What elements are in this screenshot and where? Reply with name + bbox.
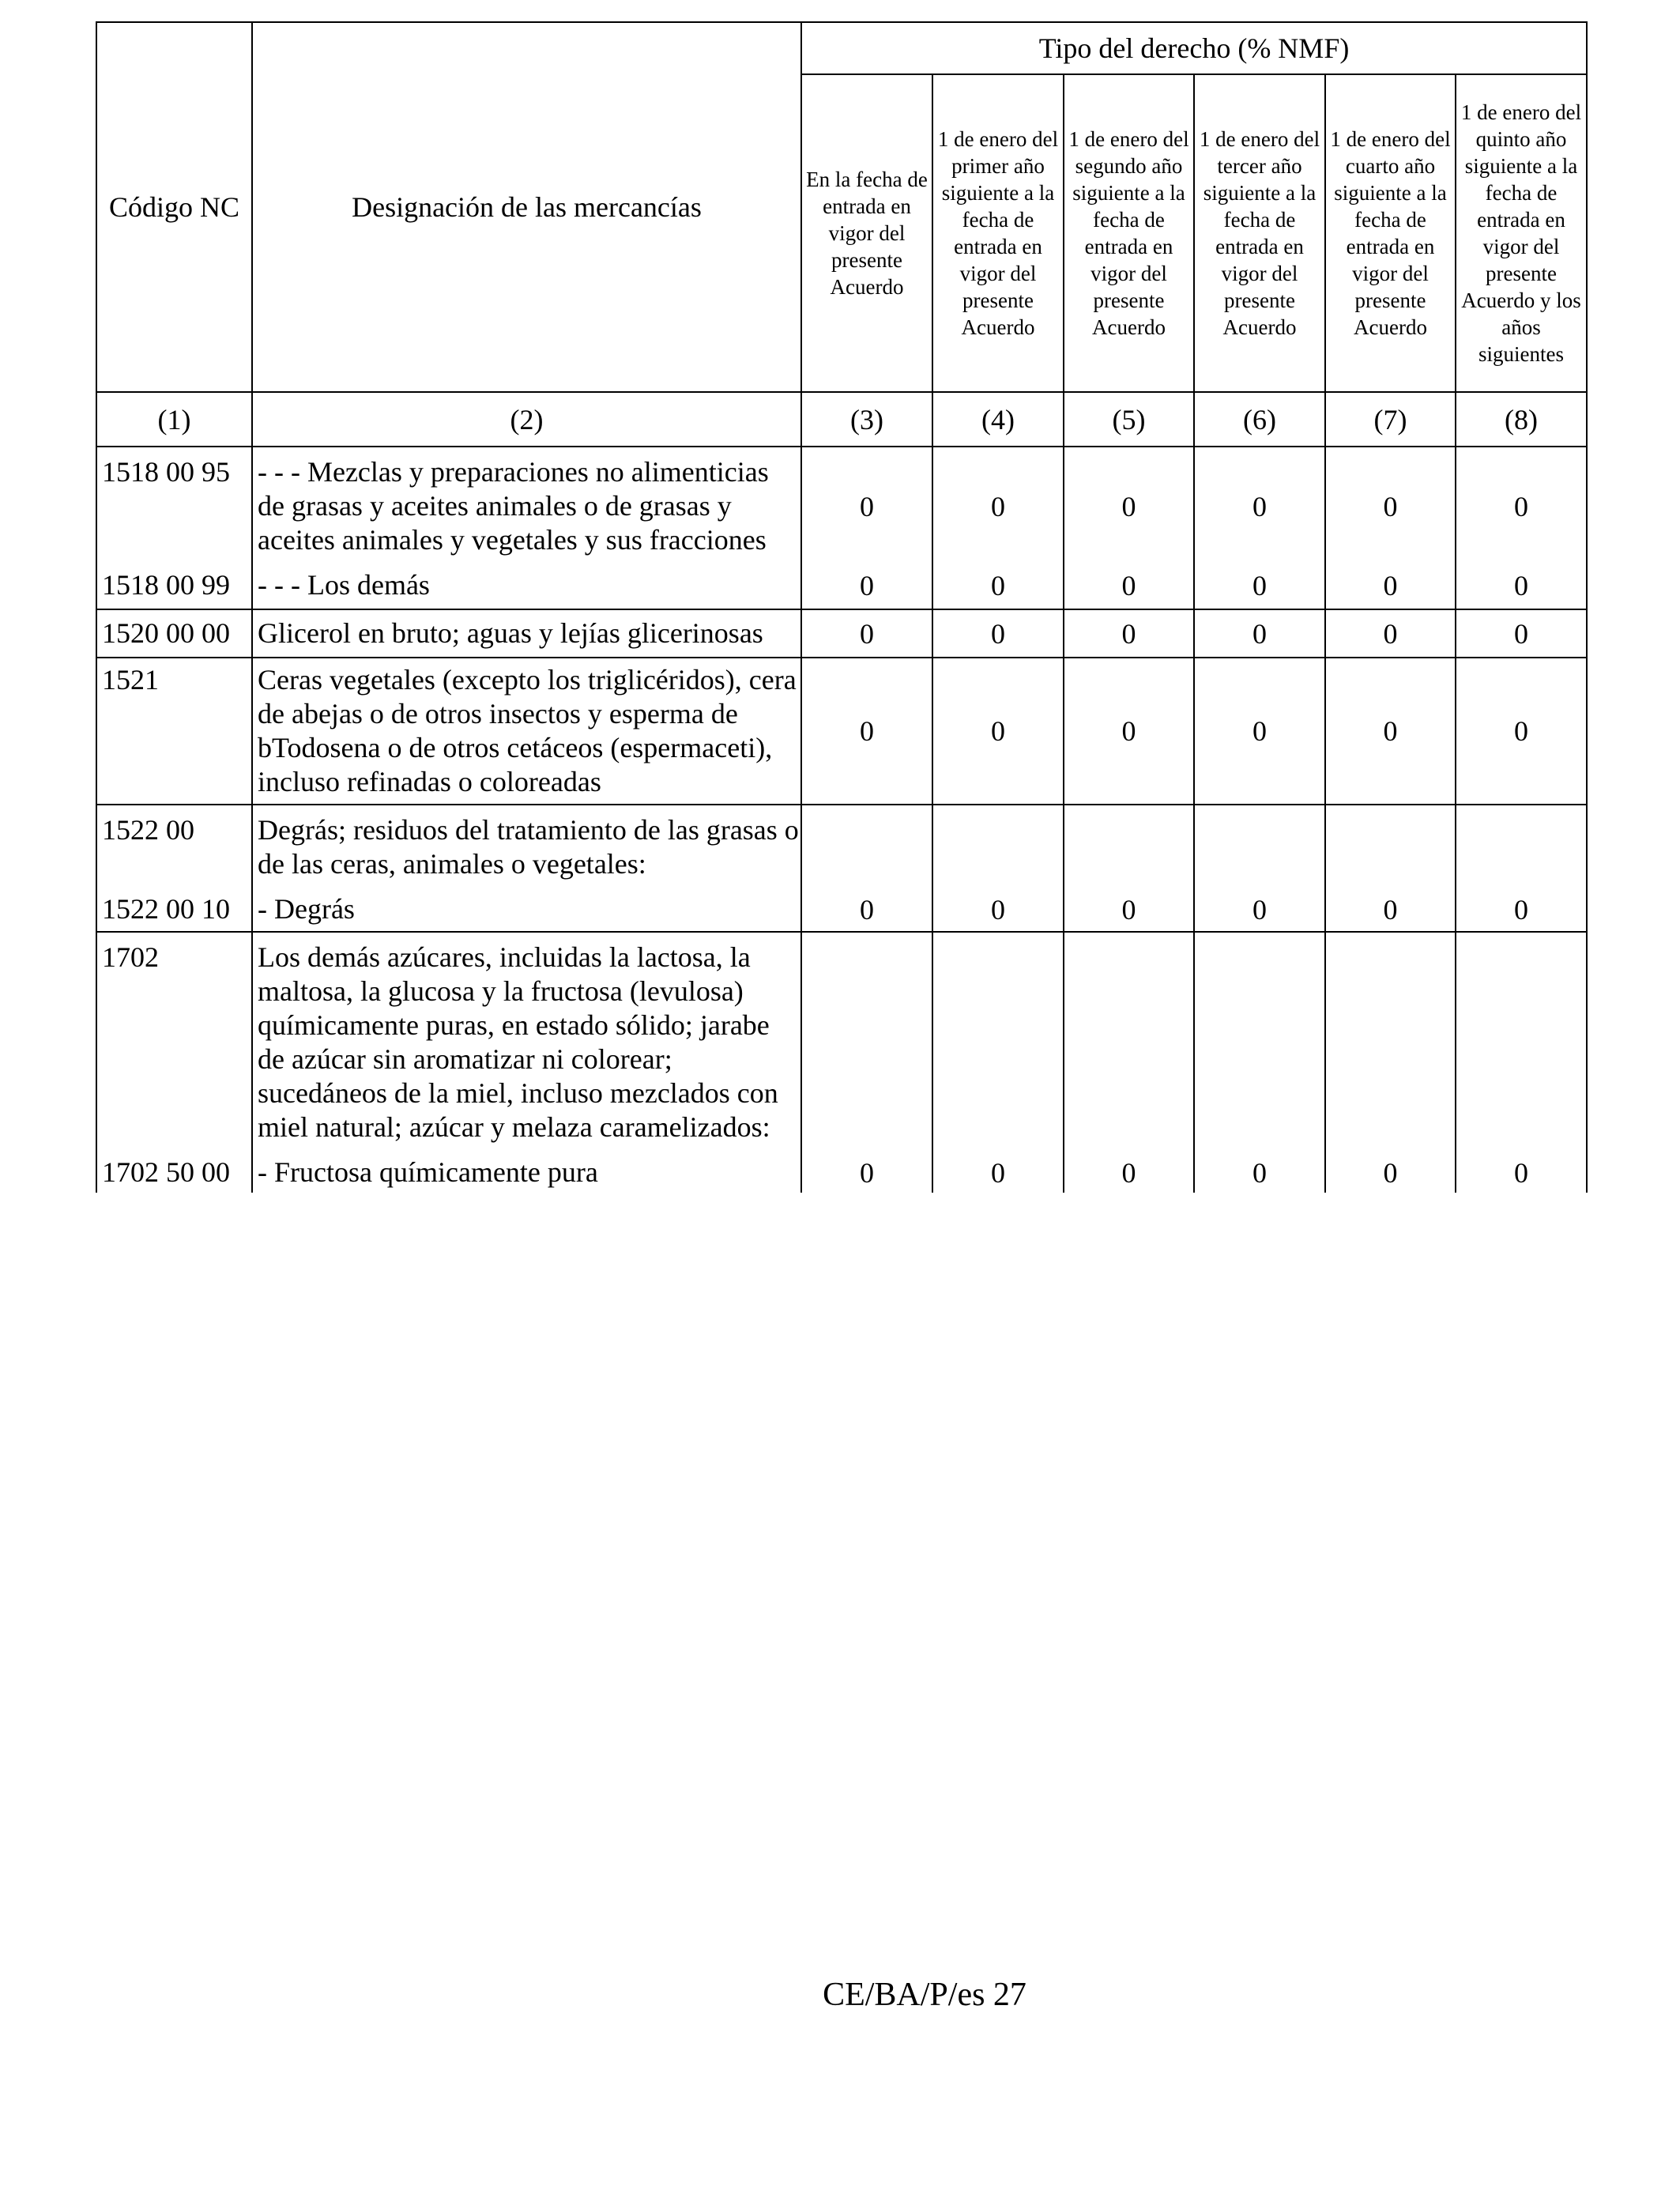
code-cell	[96, 805, 252, 932]
goods-description: - Fructosa químicamente pura	[258, 1156, 598, 1188]
duty-rate-value: 0	[1121, 569, 1136, 601]
tariff-table	[96, 21, 1588, 1193]
duty-rate-value: 0	[1383, 1156, 1398, 1189]
duty-rate-value: 0	[1383, 569, 1398, 601]
table-row	[96, 447, 1587, 609]
duty-rate-value: 0	[860, 893, 874, 925]
duty-rate-value: 0	[1121, 893, 1136, 925]
duty-rate-value: 0	[991, 715, 1005, 747]
header-codigo: Código NC	[96, 22, 252, 392]
table-row	[96, 932, 1587, 1193]
header-sub-col7: 1 de enero del cuarto año siguiente a la fecha de entrada en vigor del presente Acuerdo	[1325, 74, 1456, 392]
goods-description: - - - Mezclas y preparaciones no alimenticias de grasas y aceites animales o de grasas y aceites animales y vegetales y sus fracciones	[258, 456, 769, 556]
duty-rate-value: 0	[991, 893, 1005, 925]
rate-cell	[1456, 609, 1587, 658]
page-footer: CE/BA/P/es 27	[823, 1977, 1026, 2013]
rate-cell	[1194, 805, 1325, 932]
goods-description: Glicerol en bruto; aguas y lejías glicerinosas	[258, 617, 763, 649]
table-row	[96, 609, 1587, 658]
nc-code: 1522 00 10	[102, 893, 230, 925]
duty-rate-value: 0	[991, 617, 1005, 650]
description-cell	[252, 609, 801, 658]
duty-rate-value: 0	[1514, 893, 1529, 925]
rate-cell	[1194, 447, 1325, 609]
nc-code: 1522 00	[102, 814, 194, 846]
description-cell	[252, 658, 801, 805]
duty-rate-value: 0	[860, 569, 874, 601]
duty-rate-value: 0	[1121, 1156, 1136, 1189]
rate-cell	[1456, 658, 1587, 805]
column-number: (1)	[96, 392, 252, 447]
code-cell	[96, 609, 252, 658]
rate-cell	[932, 447, 1064, 609]
header-sub-col3: En la fecha de entrada en vigor del presente Acuerdo	[801, 74, 932, 392]
rate-cell	[1064, 447, 1194, 609]
rate-cell	[1064, 609, 1194, 658]
duty-rate-value: 0	[1383, 893, 1398, 925]
goods-description: Los demás azúcares, incluidas la lactosa, la maltosa, la glucosa y la fructosa (levulosa) químicamente puras, en estado sólido; jarabe de azúcar sin aromatizar ni colorear; sucedáneos de la miel, incluso mezclados con miel natural; azúcar y melaza caramelizados:	[258, 941, 778, 1143]
nc-code: 1702	[102, 941, 159, 973]
rate-cell	[801, 658, 932, 805]
duty-rate-value: 0	[1514, 490, 1529, 522]
duty-rate-value: 0	[1252, 617, 1267, 650]
nc-code: 1702 50 00	[102, 1156, 230, 1188]
nc-code: 1518 00 95	[102, 456, 230, 488]
header-designacion: Designación de las mercancías	[252, 22, 801, 392]
duty-rate-value: 0	[1514, 1156, 1529, 1189]
rate-cell	[1064, 658, 1194, 805]
rate-cell	[1325, 932, 1456, 1193]
duty-rate-value: 0	[1252, 893, 1267, 925]
duty-rate-value: 0	[1514, 617, 1529, 650]
column-number: (7)	[1325, 392, 1456, 447]
code-cell	[96, 447, 252, 609]
duty-rate-value: 0	[1514, 715, 1529, 747]
description-cell	[252, 932, 801, 1193]
table-row	[96, 805, 1587, 932]
table-body	[96, 447, 1587, 1193]
duty-rate-value: 0	[1383, 715, 1398, 747]
duty-rate-value: 0	[1383, 490, 1398, 522]
duty-rate-value: 0	[1514, 569, 1529, 601]
header-sub-col5: 1 de enero del segundo año siguiente a la fecha de entrada en vigor del presente Acuerdo	[1064, 74, 1194, 392]
description-cell	[252, 447, 801, 609]
duty-rate-value: 0	[1383, 617, 1398, 650]
duty-rate-value: 0	[991, 490, 1005, 522]
rate-cell	[1194, 932, 1325, 1193]
nc-code: 1521	[102, 664, 159, 696]
nc-code: 1520 00 00	[102, 617, 230, 649]
nc-code: 1518 00 99	[102, 569, 230, 601]
rate-cell	[1325, 805, 1456, 932]
duty-rate-value: 0	[991, 569, 1005, 601]
rate-cell	[1325, 658, 1456, 805]
column-number: (2)	[252, 392, 801, 447]
table-row	[96, 658, 1587, 805]
goods-description: Ceras vegetales (excepto los triglicéridos), cera de abejas o de otros insectos y esperma de bTodosena o de otros cetáceos (espermaceti), incluso refinadas o coloreadas	[258, 664, 797, 797]
rate-cell	[1456, 447, 1587, 609]
rate-cell	[801, 447, 932, 609]
rate-cell	[1456, 932, 1587, 1193]
description-cell	[252, 805, 801, 932]
rate-cell	[932, 805, 1064, 932]
duty-rate-value: 0	[1121, 715, 1136, 747]
duty-rate-value: 0	[1121, 490, 1136, 522]
rate-cell	[1194, 609, 1325, 658]
rate-cell	[801, 932, 932, 1193]
rate-cell	[932, 658, 1064, 805]
rate-cell	[1325, 447, 1456, 609]
rate-cell	[1194, 658, 1325, 805]
rate-cell	[1456, 805, 1587, 932]
duty-rate-value: 0	[1252, 1156, 1267, 1189]
header-sub-col6: 1 de enero del tercer año siguiente a la fecha de entrada en vigor del presente Acuerdo	[1194, 74, 1325, 392]
code-cell	[96, 932, 252, 1193]
goods-description: - - - Los demás	[258, 569, 430, 601]
rate-cell	[801, 609, 932, 658]
duty-rate-value: 0	[860, 715, 874, 747]
duty-rate-value: 0	[1252, 715, 1267, 747]
duty-rate-value: 0	[991, 1156, 1005, 1189]
rate-cell	[1064, 805, 1194, 932]
column-number: (4)	[932, 392, 1064, 447]
header-sub-col8: 1 de enero del quinto año siguiente a la fecha de entrada en vigor del presente Acuerdo y los años siguientes	[1456, 74, 1587, 392]
rate-cell	[1064, 932, 1194, 1193]
code-cell	[96, 658, 252, 805]
column-number: (8)	[1456, 392, 1587, 447]
goods-description: - Degrás	[258, 893, 355, 925]
duty-rate-value: 0	[860, 617, 874, 650]
column-number-row	[96, 392, 1587, 447]
rate-cell	[932, 609, 1064, 658]
column-number: (3)	[801, 392, 932, 447]
header-sub-col4: 1 de enero del primer año siguiente a la fecha de entrada en vigor del presente Acuerdo	[932, 74, 1064, 392]
duty-rate-value: 0	[860, 490, 874, 522]
rate-cell	[1325, 609, 1456, 658]
duty-rate-value: 0	[860, 1156, 874, 1189]
duty-rate-value: 0	[1252, 490, 1267, 522]
column-number: (5)	[1064, 392, 1194, 447]
duty-rate-value: 0	[1252, 569, 1267, 601]
rate-cell	[801, 805, 932, 932]
goods-description: Degrás; residuos del tratamiento de las grasas o de las ceras, animales o vegetales:	[258, 814, 799, 880]
header-tipo: Tipo del derecho (% NMF)	[801, 22, 1587, 74]
duty-rate-value: 0	[1121, 617, 1136, 650]
rate-cell	[932, 932, 1064, 1193]
column-number: (6)	[1194, 392, 1325, 447]
